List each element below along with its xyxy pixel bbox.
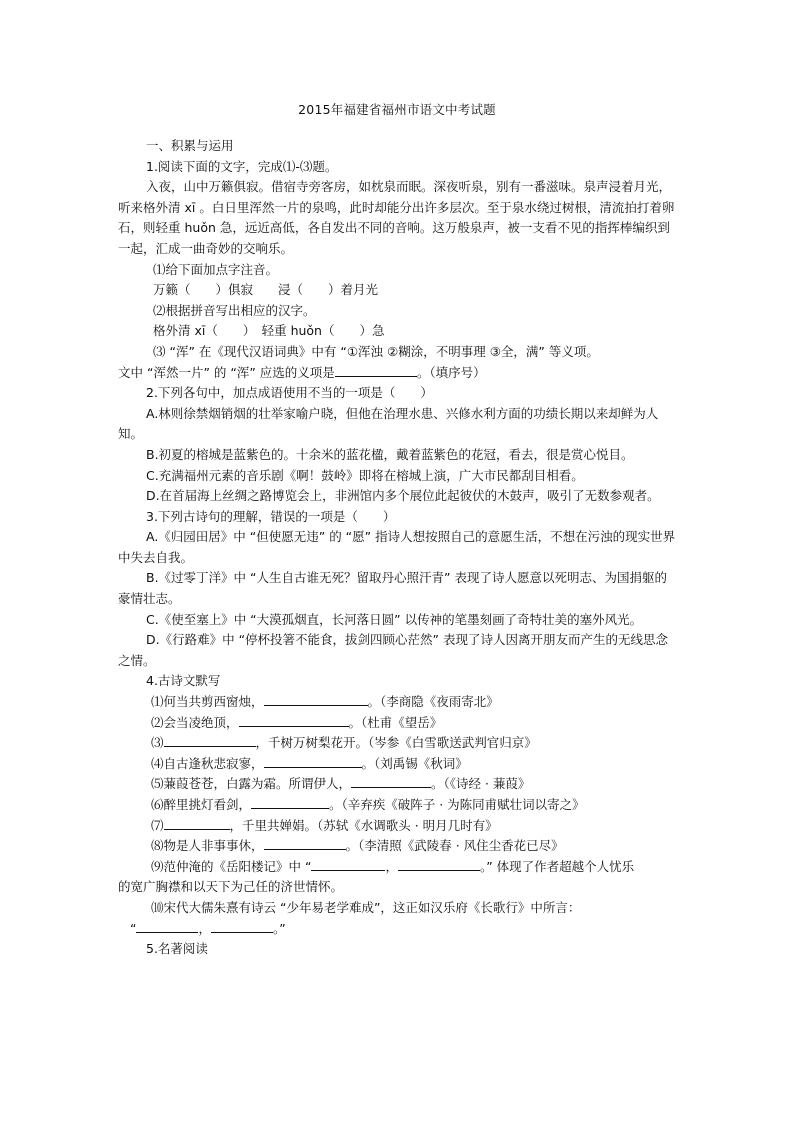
line-source: 。（李清照《武陵春 · 风住尘香花已尽》 [345, 838, 564, 854]
answer-blank[interactable] [264, 754, 362, 768]
recite-line-7 [118, 816, 678, 837]
recite-line-10: ⑽宋代大儒朱熹有诗云 “少年易老学难成”，这正如汉乐府《长歌行》中所言： [151, 899, 581, 915]
question-1-sub-1: ⑴给下面加点字注音。 [153, 261, 279, 277]
recite-line-9-cont: 的宽广胸襟和以天下为己任的济世情怀。 [118, 879, 344, 895]
line-text: ⑼范仲淹的《岳阳楼记》中 “ [151, 858, 312, 874]
question-3-option-c: C.《使至塞上》中 “大漠孤烟直，长河落日圆” 以传神的笔墨刻画了奇特壮美的塞外风光。 [146, 611, 643, 627]
recite-line-2 [118, 713, 678, 734]
line-source: 。（《诗经 · 蒹葭》 [431, 776, 531, 792]
question-1-sub-1-items: 万籁（ ）俱寂 浸（ ）着月光 [153, 282, 379, 298]
question-1-sub-3b-text: 文中 “浑然一片” 的 “浑” 应选的义项是 [118, 364, 335, 380]
page-title: 2015年福建省福州市语文中考试题 [298, 102, 496, 117]
answer-blank[interactable] [264, 692, 368, 706]
recite-line-9 [118, 857, 678, 878]
question-1-sub-3b [118, 363, 678, 384]
recite-line-10-answer [118, 919, 678, 940]
question-4-stem: 4.古诗文默写 [146, 673, 221, 689]
answer-blank[interactable] [239, 713, 349, 727]
line-text: ⑷自古逢秋悲寂寥， [151, 755, 264, 771]
answer-blank[interactable] [311, 857, 385, 871]
question-2-option-c: C.充满福州元素的音乐剧《啊！鼓岭》即将在榕城上演，广大市民都刮目相看。 [146, 467, 584, 483]
recite-line-1 [118, 692, 678, 713]
line-text: “ [130, 920, 137, 936]
answer-blank[interactable] [264, 836, 346, 850]
question-2-option-b: B.初夏的榕城是蓝紫色的。十余米的蓝花楹，戴着蓝紫色的花冠，看去，很是赏心悦目。 [146, 446, 634, 462]
line-source: ，千树万树梨花开。（岑参《白雪歌送武判官归京》 [255, 735, 537, 751]
recite-line-8 [118, 836, 678, 857]
line-source: ，千里共婵娟。（苏轼《水调歌头 · 明月几时有》 [229, 817, 498, 833]
question-3-option-d: D.《行路难》中 “停杯投箸不能食，拔剑四顾心茫然” 表现了诗人因离开朋友而产生的无线思念之情。 [118, 632, 668, 668]
question-3-option-b: B.《过零丁洋》中 “人生自古谁无死？留取丹心照汗青” 表现了诗人愿意以死明志、为国捐躯的豪情壮志。 [118, 570, 667, 607]
answer-blank[interactable] [251, 795, 329, 809]
answer-blank[interactable] [164, 733, 256, 747]
line-text: ， [198, 920, 211, 936]
line-text: ⑹醉里挑灯看剑， [151, 797, 252, 812]
answer-blank[interactable] [211, 919, 273, 933]
question-1-passage: 入夜，山中万籁俱寂。借宿寺旁客房，如枕泉而眠。深夜听泉，别有一番滋味。泉声浸着月光，听来格外清 xī 。白日里浑然一片的泉鸣，此时却能分出许多层次。至于泉水绕过树根，清流拍打着卵石，则轻重 huǒn 急，远近高低，各自发出不同的音响。这万般泉声，被一支看不见的指挥棒编织到一起，汇成一曲奇妙的交响乐。 [118, 179, 675, 256]
question-1-sub-3a: ⑶ “浑” 在《现代汉语词典》中有 “①浑浊 ②糊涂，不明事理 ③全，满” 等义项。 [153, 343, 599, 359]
recite-line-4 [118, 754, 678, 775]
line-text: ， [385, 858, 398, 874]
question-5-stem: 5.名著阅读 [146, 941, 208, 957]
question-1-sub-2-items: 格外清 xī（ ） 轻重 huǒn（ ）急 [153, 323, 385, 339]
question-1-stem: 1.阅读下面的文字，完成⑴-⑶题。 [146, 158, 338, 174]
section-heading: 一、积累与运用 [146, 138, 234, 153]
recite-line-3 [118, 733, 678, 754]
answer-blank[interactable] [398, 857, 480, 871]
question-1-sub-3c-text: 。（填序号） [416, 364, 486, 380]
line-source: 。（杜甫《望岳》 [348, 714, 443, 730]
line-text: ⑶ [151, 735, 164, 751]
question-2-option-a: A.林则徐禁烟销烟的壮举家喻户晓，但他在治理水患、兴修水利方面的功绩长期以来却鲜为人知。 [118, 405, 659, 442]
line-text: 。” [273, 920, 286, 936]
answer-blank[interactable] [164, 816, 230, 830]
document-body [118, 136, 678, 960]
question-2-stem: 2.下列各句中，加点成语使用不当的一项是（ ） [146, 385, 433, 401]
line-source: 。（李商隐《夜雨寄北》 [367, 694, 499, 710]
line-text: ⑸蒹葭苍苍，白露为霜。所谓伊人， [151, 776, 352, 792]
line-text: ⑺ [151, 817, 164, 833]
line-text: ⑻物是人非事事休， [151, 838, 264, 854]
line-text: ⑵会当凌绝顶， [151, 714, 239, 730]
question-1-sub-2: ⑵根据拼音写出相应的汉字。 [153, 302, 316, 318]
question-3-option-a: A.《归园田居》中 “但使愿无违” 的 “愿” 指诗人想按照自己的意愿生活，不想在污浊的现实世界中失去自我。 [118, 529, 676, 565]
line-text: 。” 体现了作者超越个人忧乐 [479, 858, 635, 874]
recite-line-6 [118, 795, 678, 816]
line-source: 。（刘禹锡《秋词》 [361, 755, 468, 771]
recite-line-5 [118, 774, 678, 795]
line-source: 。（辛弃疾《破阵子 · 为陈同甫赋壮词以寄之》 [329, 797, 585, 812]
question-2-option-d: D.在首届海上丝绸之路博览会上，非洲馆内多个展位此起彼伏的木鼓声，吸引了无数参观者。 [146, 488, 660, 504]
answer-blank[interactable] [351, 774, 431, 788]
question-3-stem: 3.下列古诗句的理解，错误的一项是（ ） [146, 508, 396, 524]
answer-blank[interactable] [335, 363, 417, 377]
line-text: ⑴何当共剪西窗烛， [151, 694, 264, 710]
answer-blank[interactable] [136, 919, 198, 933]
